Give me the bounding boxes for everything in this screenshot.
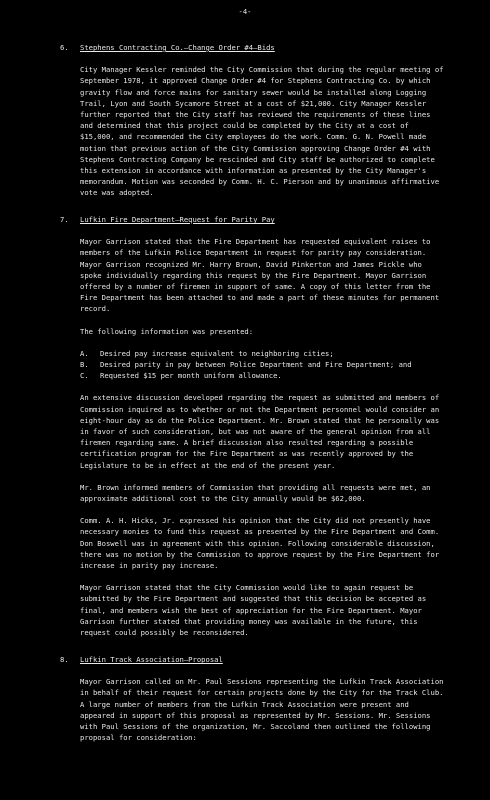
section-number: 7.	[60, 215, 69, 224]
section-6	[60, 42, 445, 199]
section-body: Mayor Garrison called on Mr. Paul Sessions representing the Lufkin Track Association in behalf of their request for certain projects done by the City for the Track Club. A large number of members from the Lufkin Track Association were present and appeared in support of this proposal as represented by Mr. Sessions. Mr. Sessions with Paul Sessions of the organization, Mr. Saccoland then outlined the following proposal for consideration:	[80, 677, 444, 743]
list-item	[80, 359, 445, 370]
request-list	[80, 348, 445, 382]
section-number: 6.	[60, 43, 69, 52]
list-item	[80, 348, 445, 359]
list-label: C.	[80, 371, 89, 381]
section-title: Lufkin Fire Department—Request for Parity Pay	[80, 215, 275, 224]
section-number: 8.	[60, 655, 69, 664]
section-title: Stephens Contracting Co.—Change Order #4—Bids	[80, 43, 275, 52]
section-title: Lufkin Track Association—Proposal	[80, 655, 223, 664]
list-item	[80, 370, 445, 381]
list-text: Desired parity in pay between Police Department and Fire Department; and	[100, 360, 412, 370]
section-intro: Mayor Garrison stated that the Fire Department has requested equivalent raises to members of the Lufkin Police Department in request for parity pay consideration. Mayor Garrison recognized Mr. Harry Brown, David Pinkerton and James Pickle who spoke individually regarding this request by the Fire Department. Mayor Garrison offered by a number of firemen in support of same. A copy of this letter from the Fire Department has been attached to and made a part of these minutes for permanent record.	[80, 237, 440, 314]
list-intro: The following information was presented:	[80, 326, 254, 336]
section-body: City Manager Kessler reminded the City Commission that during the regular meeting of September 1978, it approved Change Order #4 for Stephens Contracting Co. by which gravity flow and force mains for sanitary sewer would be installed along Logging Trail, Lyon and South Sycamore Street at a cost of $21,000. City Manager Kessler further reported that the City staff has reviewed the requirements of these lines and determined that this project could be completed by the City at a cost of $15,000, and recommended the City employees do the work. Comm. G. N. Powell made motion that previous action of the City Commission approving Change Order #4 with Stephens Contracting Company be rescinded and City staff be authorized to complete this extension in accordance with information as presented by the City Manager's memorandum. Motion was seconded by Comm. H. C. Pierson and by unanimous affirmative vote was adopted.	[80, 65, 444, 198]
paragraph: Mr. Brown informed members of Commission that providing all requests were met, an approximate additional cost to the City annually would be $62,000.	[80, 482, 431, 504]
list-text: Desired pay increase equivalent to neighboring cities;	[100, 348, 334, 358]
list-label: A.	[80, 348, 89, 358]
list-label: B.	[80, 360, 89, 370]
paragraph: An extensive discussion developed regarding the request as submitted and members of Commission inquired as to whether or not the Department personnel would consider an eight-hour day as do the Police Department. Mr. Brown stated that he personally was in favor of such consideration, but was not aware of the general opinion from all firemen regarding same. A brief discussion also resulted regarding a possible certification program for the Fire Department as was recently approved by the Legislature to be in effect at the end of the present year.	[80, 393, 440, 470]
list-text: Requested $15 per month uniform allowance.	[100, 371, 282, 381]
section-8	[60, 654, 445, 743]
paragraph: Comm. A. H. Hicks, Jr. expressed his opinion that the City did not presently have necessary monies to fund this request as presented by the Fire Department and Comm. Don Boswell was in agreement with this opinion. Following considerable discussion, there was no motion by the Commission to approve request by the Fire Department for increase in parity pay increase.	[80, 516, 440, 571]
section-7	[60, 214, 445, 638]
paragraph: Mayor Garrison stated that the City Commission would like to again request be submitted by the Fire Department and suggested that this decision be accepted as final, and members wish the best of appreciation for the Fire Department. Mayor Garrison further stated that providing money was available in the future, this request could possibly be reconsidered.	[80, 583, 427, 638]
page-number: -4-	[238, 7, 252, 16]
